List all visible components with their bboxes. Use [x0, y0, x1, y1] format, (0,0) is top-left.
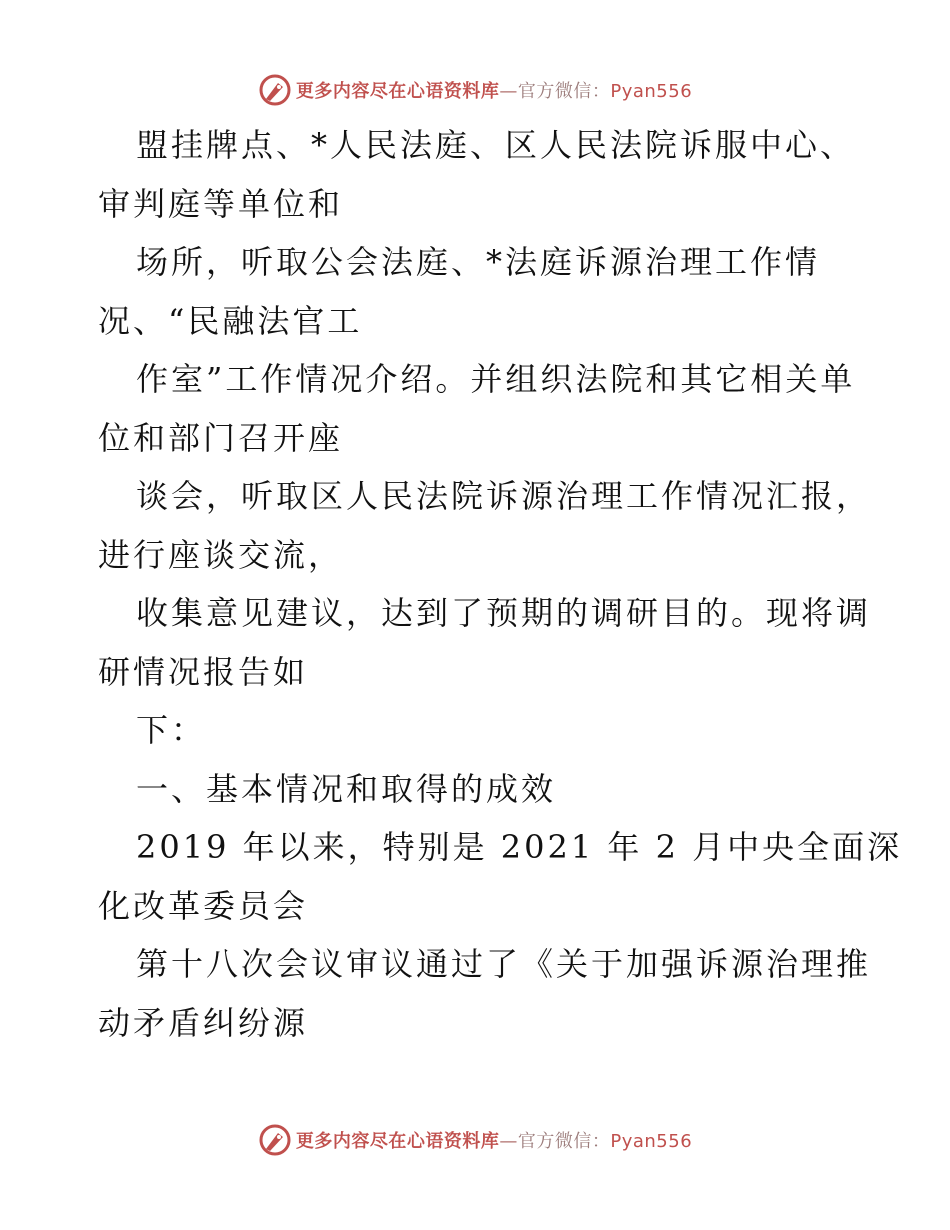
document-body [98, 116, 903, 1052]
banner-text [296, 77, 692, 103]
text-line: 场所，听取公会法庭、*法庭诉源治理工作情 [136, 243, 821, 281]
banner-prefix: 更多内容尽在心语资料库 [295, 1131, 500, 1152]
banner-wechat-label: 官方微信： [517, 1131, 611, 1152]
text-line: 研情况报告如 [98, 652, 309, 691]
banner-text [296, 1127, 692, 1153]
text-line: 况、“民融法官工 [98, 301, 363, 340]
text-line: 第十八次会议审议通过了《关于加强诉源治理推 [136, 945, 872, 983]
banner-wechat-id: Pyan556 [610, 1131, 693, 1152]
footer-banner [0, 1120, 950, 1160]
pen-nib-logo-icon [258, 73, 292, 107]
banner-wechat-label: 官方微信： [517, 81, 611, 102]
text-line: 化改革委员会 [98, 886, 309, 925]
section-heading: 一、基本情况和取得的成效 [136, 769, 557, 808]
text-line: 审判庭等单位和 [98, 184, 344, 223]
text-line: 位和部门召开座 [98, 418, 344, 457]
pen-nib-logo-icon [258, 1123, 292, 1157]
banner-separator: — [499, 1131, 518, 1152]
text-line: 收集意见建议，达到了预期的调研目的。现将调 [136, 594, 872, 632]
text-line: 进行座谈交流， [98, 535, 344, 574]
banner-prefix: 更多内容尽在心语资料库 [295, 81, 500, 102]
text-line: 动矛盾纠纷源 [98, 1003, 309, 1042]
banner-separator: — [499, 81, 518, 102]
text-line: 谈会，听取区人民法院诉源治理工作情况汇报， [136, 477, 872, 515]
text-line: 下： [136, 711, 207, 749]
header-banner [0, 70, 950, 110]
text-line: 2019 年以来，特别是 2021 年 2 月中央全面深 [136, 828, 903, 866]
text-line: 作室”工作情况介绍。并组织法院和其它相关单 [136, 360, 856, 398]
banner-wechat-id: Pyan556 [610, 81, 693, 102]
text-line: 盟挂牌点、*人民法庭、区人民法院诉服中心、 [136, 126, 856, 164]
